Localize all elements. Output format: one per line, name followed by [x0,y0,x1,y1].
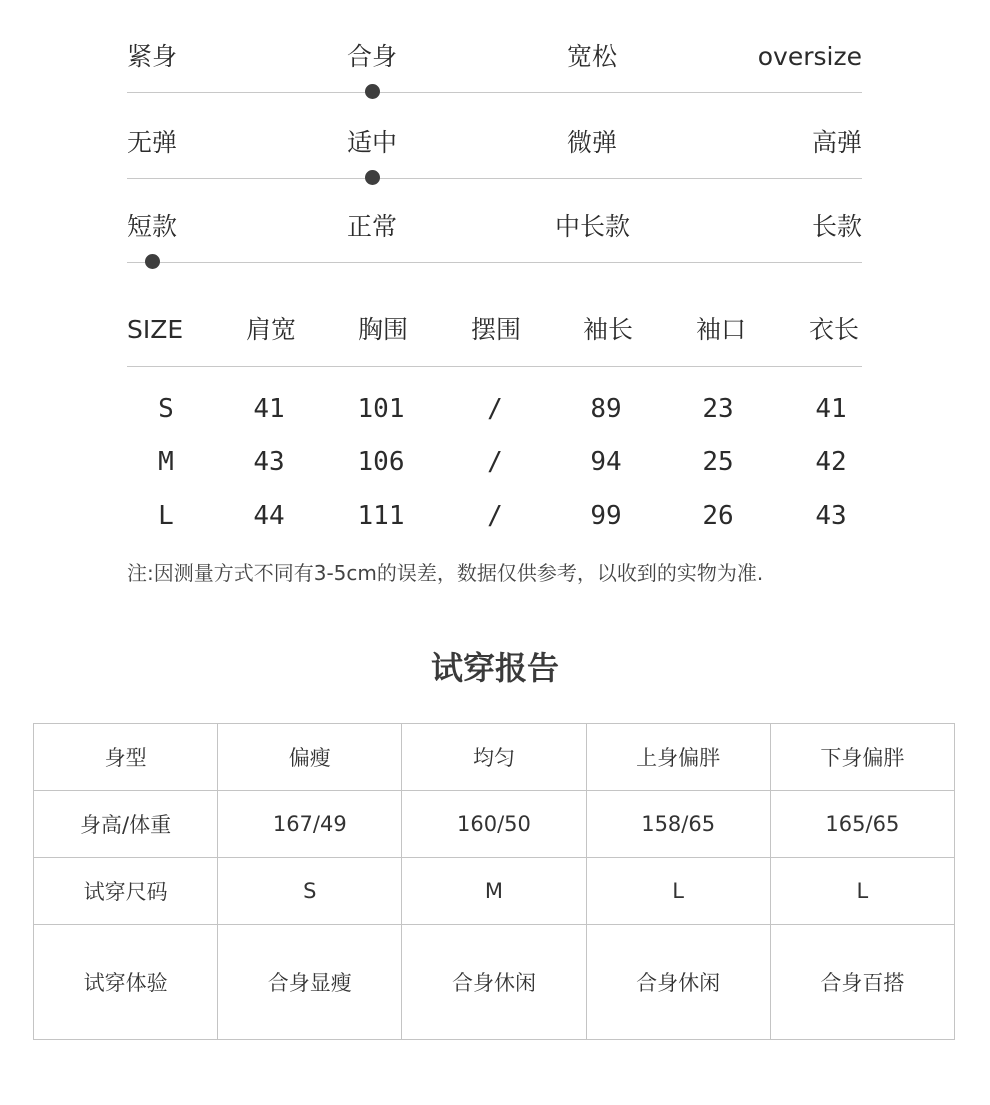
size-header-sleeve: 袖长 [583,315,634,344]
size-cell: 41 [815,394,847,424]
table-cell: M [402,858,586,925]
table-cell: S [218,858,402,925]
size-cell: 106 [357,447,405,477]
stretch-scale-marker [365,170,380,185]
size-cell: 101 [357,394,405,424]
length-option-normal: 正常 [347,212,398,241]
size-header-cuff: 袖口 [696,315,747,344]
table-row [34,858,955,925]
size-cell: 94 [590,447,622,477]
size-header-hem: 摆围 [471,315,522,344]
size-chart-divider [127,366,862,367]
size-cell: 23 [702,394,734,424]
table-cell: 合身休闲 [586,925,770,1040]
fit-option-regular: 合身 [347,42,398,71]
table-cell: 身型 [34,724,218,791]
size-cell: L [158,501,174,531]
stretch-option-medium: 适中 [347,128,398,157]
length-scale [127,210,862,244]
table-cell: 试穿体验 [34,925,218,1040]
table-cell: 合身显瘦 [218,925,402,1040]
length-option-long: 长款 [811,212,862,241]
size-header-length: 衣长 [809,315,860,344]
length-option-short: 短款 [127,212,178,241]
fit-option-loose: 宽松 [567,42,618,71]
table-cell: 下身偏胖 [770,724,954,791]
stretch-option-high: 高弹 [811,128,862,157]
fit-scale [127,40,862,74]
table-cell: 167/49 [218,791,402,858]
size-row [127,496,862,536]
size-cell: 26 [702,501,734,531]
table-cell: 合身百搭 [770,925,954,1040]
size-cell: M [158,447,174,477]
size-cell: 44 [253,501,285,531]
size-cell: 25 [702,447,734,477]
size-cell: 43 [815,501,847,531]
size-header-shoulder: 肩宽 [246,315,297,344]
table-cell: 158/65 [586,791,770,858]
size-chart-header [127,305,862,355]
length-option-midlong: 中长款 [555,212,631,241]
size-cell: 42 [815,447,847,477]
size-cell: 41 [253,394,285,424]
fit-scale-labels [127,40,862,74]
fit-scale-marker [365,84,380,99]
fitting-report-table [33,723,955,1040]
table-cell: 160/50 [402,791,586,858]
stretch-scale [127,126,862,160]
measurement-note: 注:因测量方式不同有3-5cm的误差，数据仅供参考，以收到的实物为准. [127,561,764,585]
size-cell: 111 [357,501,405,531]
table-cell: 165/65 [770,791,954,858]
length-scale-track [127,262,862,263]
table-cell: L [770,858,954,925]
size-header-chest: 胸围 [358,315,409,344]
table-row [34,724,955,791]
stretch-scale-track [127,178,862,179]
table-row [34,791,955,858]
fit-option-tight: 紧身 [127,42,178,71]
length-scale-marker [145,254,160,269]
table-cell: 上身偏胖 [586,724,770,791]
table-row [34,925,955,1040]
size-cell: S [158,394,174,424]
length-scale-labels [127,210,862,244]
table-cell: 偏瘦 [218,724,402,791]
size-header-size: SIZE [127,315,184,344]
size-cell: 43 [253,447,285,477]
report-title: 试穿报告 [430,649,559,687]
fit-scale-track [127,92,862,93]
stretch-option-slight: 微弹 [567,128,618,157]
size-cell: 89 [590,394,622,424]
stretch-option-none: 无弹 [127,128,178,157]
size-cell: / [487,394,503,424]
size-cell: / [487,501,503,531]
size-cell: 99 [590,501,622,531]
size-row [127,442,862,482]
fit-option-oversize: oversize [757,42,862,71]
table-cell: L [586,858,770,925]
size-row [127,389,862,429]
table-cell: 均匀 [402,724,586,791]
stretch-scale-labels [127,126,862,160]
table-cell: 身高/体重 [34,791,218,858]
size-cell: / [487,447,503,477]
table-cell: 试穿尺码 [34,858,218,925]
table-cell: 合身休闲 [402,925,586,1040]
